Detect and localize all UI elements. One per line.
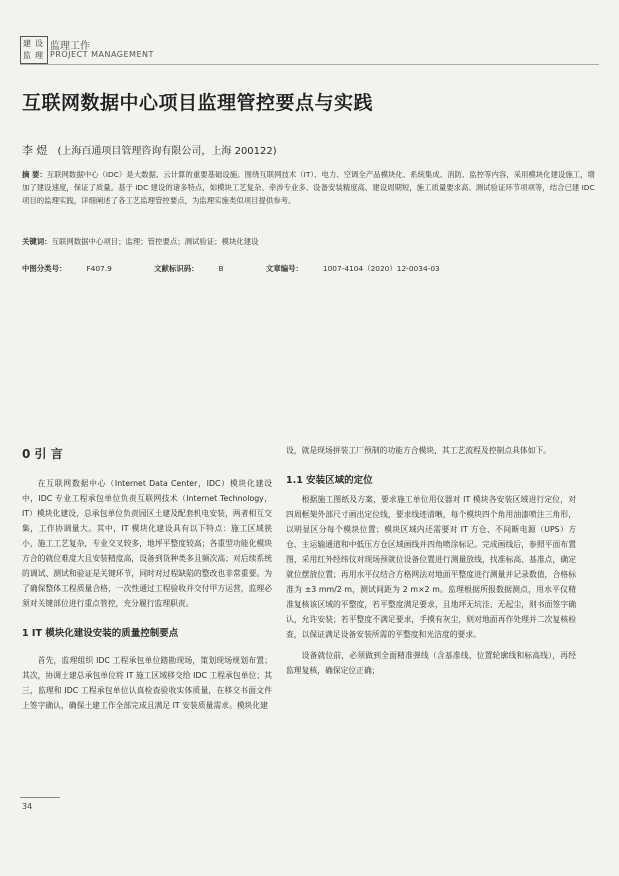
paragraph: 设，就是现场拼装工厂预制的功能方合模块，其工艺流程及控制点具体如下。: [286, 446, 552, 455]
keywords-text: 互联网数据中心项目；监理；管控要点；测试验证；模块化建设: [51, 237, 259, 246]
abstract-label: 摘 要：: [22, 170, 47, 179]
article-title: 互联网数据中心项目监理管控要点与实践: [22, 92, 374, 114]
author-line: [22, 142, 277, 158]
footer-divider: [20, 797, 60, 798]
article-metadata: [22, 263, 480, 274]
logo-char: 监: [23, 51, 31, 60]
paragraph: 首先，监理组织 IDC 工程承包单位踏勘现场，策划现场规划布置；其次，协调土建总承包单位将 IT 施工区域移交给 IDC 工程承包单位；其三，监理和 IDC 工程承包单位认真检查验收实体质量，在移交书面文件上签字确认，确保土建工作全部完成且满足 IT 安装质量需求。模块化建: [22, 656, 272, 710]
abstract-text: 互联网数据中心（IDC）是大数据、云计算的重要基础设施。围绕互联网技术（IT）、电力、空调全产品模块化、系统集成、消防、监控等内容，采用模块化建设施工，增加了建设速度，保证了质量。基于 IDC 建设的诸多特点，如模块工艺复杂、牵涉专业多、设备安装精度高、建设周期短，施工质量要求高、测试验证环节项项等，结合已建 IDC 项目的监理实践，详细阐述了各工艺监理管控要点，为监理实施类似项目提供参考。: [22, 170, 595, 205]
clc-label: 中图分类号：: [22, 264, 67, 273]
left-column: [22, 445, 272, 713]
author-name: 李 煜: [22, 144, 48, 157]
right-column: [286, 443, 576, 678]
abstract: [22, 168, 597, 207]
article-no-label: 文章编号：: [265, 264, 303, 273]
doc-code-label: 文献标识码：: [154, 264, 199, 273]
header-divider: [20, 64, 599, 65]
section-heading: 1 IT 模块化建设安装的质量控制要点: [22, 628, 179, 639]
paragraph: 根据施工图纸及方案，要求施工单位用仪器对 IT 模块各安装区域进行定位，对四周框架外部尺寸画出定位线，要求线迹清晰，每个模块四个角用油漆喷注三角形，以明显区分每个模块位置；模块区域内还需要对 IT 方仓、不间断电源（UPS）方仓、主运输通道和中低压方仓区域画线并四角喷涂标记。完成画线后，参照平面布置图，采用红外经纬仪对现场预就位设备位置进行测量放线，找准标高、基准点，确定就位摆放位置；再用水平仪结合方格网法对地面平整度进行测量并记录数值，合格标准为 ±3 mm/2 m，测试间距为 2 m×2 m。监理根据所报数据测点，用水平仪精准复核该区域的平整度，若平整度满足要求，且地坪无坑洼、无起尘，则书面签字确认，允许安装；若平整度不满足要求，手摸有灰尘，则对地面再作处理并二次复核检查，以保证满足设备安装所需的平整度和光洁度的要求。: [286, 495, 576, 639]
doc-code-value: B: [218, 264, 224, 273]
logo-char: 建: [23, 39, 31, 48]
column-name-en: PROJECT MANAGEMENT: [50, 50, 154, 59]
keywords-label: 关键词：: [22, 237, 52, 246]
subsection-heading: 1.1 安装区域的定位: [286, 475, 373, 486]
section-heading: 0 引 言: [22, 447, 63, 461]
paragraph: 设备就位前，必须做到全面精准弹线（含基准线、位置轮廓线和标高线），再经监理复核，确保定位正确；: [286, 651, 576, 675]
clc-value: F407.9: [86, 264, 112, 273]
article-no-value: 1007-4104（2020）12-0034-03: [322, 264, 440, 273]
paragraph: 在互联网数据中心（Internet Data Center，IDC）模块化建设中，IDC 专业工程承包单位负责互联网技术（Internet Technology，IT）模块化建设，总承包单位负责园区土建及配套机电安装，两者相互交集，工作协调量大。其中，IT 模块化建设具有以下特点：施工区域狭小，施工工艺复杂，专业交叉较多，地坪平整度较高；各重型功能化模块方合的就位难度大且安装精度高，设备到货种类多且频次高；对后续系统的调试、测试和验证是关键环节，同时对过程缺陷的整改也非常重要。为了确保整体工程质量合格，一次性通过工程验收并交付甲方运营，监理必须对关键部位进行重点管控，充分履行监理职责。: [22, 479, 272, 608]
column-name: 监理工作: [50, 41, 90, 52]
journal-logo: [20, 36, 48, 64]
logo-char: 理: [35, 51, 43, 60]
author-affiliation: (上海百通项目管理咨询有限公司，上海 200122): [57, 146, 277, 157]
logo-char: 设: [35, 39, 43, 48]
keywords: [22, 236, 259, 247]
page-number: 34: [22, 802, 33, 811]
